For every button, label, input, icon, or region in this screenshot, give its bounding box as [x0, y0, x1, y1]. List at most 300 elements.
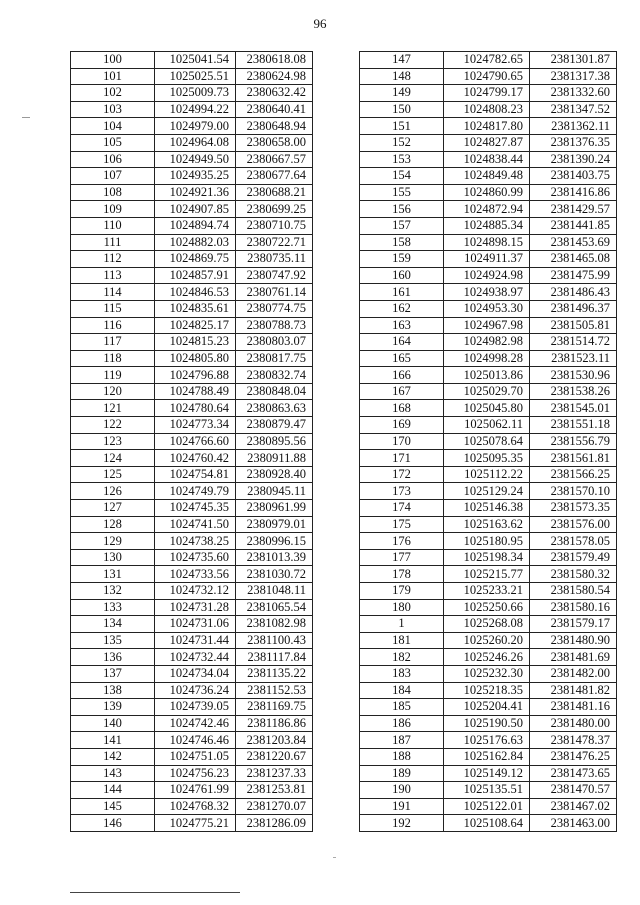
y-coordinate-cell: 2381580.54 — [530, 583, 617, 600]
x-coordinate-cell: 1024731.06 — [155, 616, 236, 633]
table-row — [71, 500, 313, 517]
point-number-cell: 148 — [360, 68, 444, 85]
point-number-cell: 141 — [71, 732, 155, 749]
coordinates-table-left-body — [71, 52, 313, 832]
point-number-cell: 138 — [71, 682, 155, 699]
x-coordinate-cell: 1025246.26 — [444, 649, 530, 666]
table-row — [360, 583, 617, 600]
table-row — [360, 400, 617, 417]
table-row — [71, 134, 313, 151]
x-coordinate-cell: 1024982.98 — [444, 334, 530, 351]
point-number-cell: 101 — [71, 68, 155, 85]
table-row — [71, 52, 313, 69]
table-row — [360, 466, 617, 483]
point-number-cell: 151 — [360, 118, 444, 135]
table-row — [71, 433, 313, 450]
y-coordinate-cell: 2381169.75 — [236, 699, 313, 716]
y-coordinate-cell: 2380979.01 — [236, 516, 313, 533]
y-coordinate-cell: 2380879.47 — [236, 417, 313, 434]
x-coordinate-cell: 1024825.17 — [155, 317, 236, 334]
y-coordinate-cell: 2381403.75 — [530, 168, 617, 185]
x-coordinate-cell: 1024872.94 — [444, 201, 530, 218]
y-coordinate-cell: 2381152.53 — [236, 682, 313, 699]
point-number-cell: 140 — [71, 715, 155, 732]
point-number-cell: 192 — [360, 815, 444, 832]
y-coordinate-cell: 2381523.11 — [530, 350, 617, 367]
x-coordinate-cell: 1024731.44 — [155, 632, 236, 649]
y-coordinate-cell: 2381576.00 — [530, 516, 617, 533]
margin-mark — [22, 117, 30, 118]
table-row — [360, 217, 617, 234]
x-coordinate-cell: 1025025.51 — [155, 68, 236, 85]
y-coordinate-cell: 2380735.11 — [236, 251, 313, 268]
y-coordinate-cell: 2381486.43 — [530, 284, 617, 301]
x-coordinate-cell: 1024921.36 — [155, 184, 236, 201]
table-row — [71, 699, 313, 716]
x-coordinate-cell: 1025062.11 — [444, 417, 530, 434]
y-coordinate-cell: 2381332.60 — [530, 85, 617, 102]
y-coordinate-cell: 2381270.07 — [236, 798, 313, 815]
y-coordinate-cell: 2381100.43 — [236, 632, 313, 649]
table-row — [71, 466, 313, 483]
table-row — [71, 599, 313, 616]
point-number-cell: 119 — [71, 367, 155, 384]
point-number-cell: 120 — [71, 383, 155, 400]
table-row — [360, 184, 617, 201]
x-coordinate-cell: 1024782.65 — [444, 52, 530, 69]
point-number-cell: 109 — [71, 201, 155, 218]
point-number-cell: 186 — [360, 715, 444, 732]
y-coordinate-cell: 2380788.73 — [236, 317, 313, 334]
x-coordinate-cell: 1025218.35 — [444, 682, 530, 699]
point-number-cell: 100 — [71, 52, 155, 69]
table-row — [360, 334, 617, 351]
table-row — [360, 367, 617, 384]
table-row — [360, 549, 617, 566]
table-row — [71, 367, 313, 384]
y-coordinate-cell: 2381030.72 — [236, 566, 313, 583]
y-coordinate-cell: 2380667.57 — [236, 151, 313, 168]
table-row — [71, 682, 313, 699]
point-number-cell: 189 — [360, 765, 444, 782]
y-coordinate-cell: 2380895.56 — [236, 433, 313, 450]
x-coordinate-cell: 1024835.61 — [155, 300, 236, 317]
table-row — [71, 417, 313, 434]
point-number-cell: 188 — [360, 748, 444, 765]
table-row — [71, 350, 313, 367]
point-number-cell: 179 — [360, 583, 444, 600]
table-row — [360, 201, 617, 218]
y-coordinate-cell: 2380648.94 — [236, 118, 313, 135]
x-coordinate-cell: 1025204.41 — [444, 699, 530, 716]
table-row — [71, 317, 313, 334]
table-row — [360, 715, 617, 732]
y-coordinate-cell: 2381416.86 — [530, 184, 617, 201]
table-row — [360, 284, 617, 301]
x-coordinate-cell: 1025190.50 — [444, 715, 530, 732]
table-row — [71, 184, 313, 201]
y-coordinate-cell: 2381482.00 — [530, 665, 617, 682]
y-coordinate-cell: 2381545.01 — [530, 400, 617, 417]
x-coordinate-cell: 1024768.32 — [155, 798, 236, 815]
x-coordinate-cell: 1024846.53 — [155, 284, 236, 301]
x-coordinate-cell: 1025108.64 — [444, 815, 530, 832]
table-row — [360, 483, 617, 500]
point-number-cell: 169 — [360, 417, 444, 434]
table-row — [360, 251, 617, 268]
table-row — [360, 317, 617, 334]
point-number-cell: 184 — [360, 682, 444, 699]
point-number-cell: 180 — [360, 599, 444, 616]
y-coordinate-cell: 2381481.82 — [530, 682, 617, 699]
table-row — [360, 516, 617, 533]
x-coordinate-cell: 1024907.85 — [155, 201, 236, 218]
x-coordinate-cell: 1024734.04 — [155, 665, 236, 682]
y-coordinate-cell: 2380658.00 — [236, 134, 313, 151]
x-coordinate-cell: 1025041.54 — [155, 52, 236, 69]
table-row — [71, 267, 313, 284]
x-coordinate-cell: 1024761.99 — [155, 782, 236, 799]
table-row — [71, 715, 313, 732]
table-row — [360, 632, 617, 649]
y-coordinate-cell: 2380848.04 — [236, 383, 313, 400]
x-coordinate-cell: 1024756.23 — [155, 765, 236, 782]
y-coordinate-cell: 2381048.11 — [236, 583, 313, 600]
y-coordinate-cell: 2380832.74 — [236, 367, 313, 384]
y-coordinate-cell: 2381203.84 — [236, 732, 313, 749]
y-coordinate-cell: 2381570.10 — [530, 483, 617, 500]
y-coordinate-cell: 2380817.75 — [236, 350, 313, 367]
point-number-cell: 107 — [71, 168, 155, 185]
table-row — [71, 632, 313, 649]
y-coordinate-cell: 2380803.07 — [236, 334, 313, 351]
y-coordinate-cell: 2380677.64 — [236, 168, 313, 185]
point-number-cell: 125 — [71, 466, 155, 483]
y-coordinate-cell: 2381117.84 — [236, 649, 313, 666]
point-number-cell: 162 — [360, 300, 444, 317]
table-row — [71, 450, 313, 467]
y-coordinate-cell: 2381505.81 — [530, 317, 617, 334]
table-row — [71, 533, 313, 550]
y-coordinate-cell: 2381530.96 — [530, 367, 617, 384]
table-row — [360, 300, 617, 317]
x-coordinate-cell: 1024979.00 — [155, 118, 236, 135]
table-row — [71, 516, 313, 533]
point-number-cell: 116 — [71, 317, 155, 334]
x-coordinate-cell: 1025232.30 — [444, 665, 530, 682]
point-number-cell: 147 — [360, 52, 444, 69]
y-coordinate-cell: 2380632.42 — [236, 85, 313, 102]
x-coordinate-cell: 1025149.12 — [444, 765, 530, 782]
table-row — [360, 417, 617, 434]
point-number-cell: 130 — [71, 549, 155, 566]
coordinates-table-right — [359, 51, 617, 832]
x-coordinate-cell: 1024796.88 — [155, 367, 236, 384]
point-number-cell: 123 — [71, 433, 155, 450]
table-row — [71, 400, 313, 417]
point-number-cell: 149 — [360, 85, 444, 102]
coordinates-table-right-body — [360, 52, 617, 832]
point-number-cell: 187 — [360, 732, 444, 749]
x-coordinate-cell: 1025135.51 — [444, 782, 530, 799]
table-row — [360, 450, 617, 467]
y-coordinate-cell: 2380863.63 — [236, 400, 313, 417]
x-coordinate-cell: 1024749.79 — [155, 483, 236, 500]
y-coordinate-cell: 2381496.37 — [530, 300, 617, 317]
x-coordinate-cell: 1024732.12 — [155, 583, 236, 600]
table-row — [71, 748, 313, 765]
table-row — [360, 732, 617, 749]
table-row — [71, 334, 313, 351]
table-row — [360, 68, 617, 85]
y-coordinate-cell: 2381480.90 — [530, 632, 617, 649]
y-coordinate-cell: 2380774.75 — [236, 300, 313, 317]
point-number-cell: 131 — [71, 566, 155, 583]
table-row — [71, 101, 313, 118]
x-coordinate-cell: 1025250.66 — [444, 599, 530, 616]
y-coordinate-cell: 2381573.35 — [530, 500, 617, 517]
y-coordinate-cell: 2381470.57 — [530, 782, 617, 799]
point-number-cell: 168 — [360, 400, 444, 417]
table-row — [360, 168, 617, 185]
point-number-cell: 121 — [71, 400, 155, 417]
point-number-cell: 176 — [360, 533, 444, 550]
x-coordinate-cell: 1024775.21 — [155, 815, 236, 832]
point-number-cell: 174 — [360, 500, 444, 517]
table-row — [360, 765, 617, 782]
point-number-cell: 126 — [71, 483, 155, 500]
table-row — [71, 383, 313, 400]
x-coordinate-cell: 1025198.34 — [444, 549, 530, 566]
x-coordinate-cell: 1025163.62 — [444, 516, 530, 533]
y-coordinate-cell: 2381286.09 — [236, 815, 313, 832]
point-number-cell: 167 — [360, 383, 444, 400]
table-row — [71, 201, 313, 218]
y-coordinate-cell: 2381514.72 — [530, 334, 617, 351]
x-coordinate-cell: 1025045.80 — [444, 400, 530, 417]
x-coordinate-cell: 1024815.23 — [155, 334, 236, 351]
table-row — [360, 383, 617, 400]
y-coordinate-cell: 2381580.16 — [530, 599, 617, 616]
table-row — [71, 68, 313, 85]
x-coordinate-cell: 1025129.24 — [444, 483, 530, 500]
point-number-cell: 177 — [360, 549, 444, 566]
table-row — [71, 300, 313, 317]
point-number-cell: 160 — [360, 267, 444, 284]
point-number-cell: 110 — [71, 217, 155, 234]
point-number-cell: 112 — [71, 251, 155, 268]
x-coordinate-cell: 1024805.80 — [155, 350, 236, 367]
table-row — [71, 251, 313, 268]
point-number-cell: 117 — [71, 334, 155, 351]
point-number-cell: 135 — [71, 632, 155, 649]
point-number-cell: 185 — [360, 699, 444, 716]
x-coordinate-cell: 1024857.91 — [155, 267, 236, 284]
point-number-cell: 106 — [71, 151, 155, 168]
x-coordinate-cell: 1024894.74 — [155, 217, 236, 234]
y-coordinate-cell: 2380710.75 — [236, 217, 313, 234]
point-number-cell: 144 — [71, 782, 155, 799]
y-coordinate-cell: 2381475.99 — [530, 267, 617, 284]
y-coordinate-cell: 2381476.25 — [530, 748, 617, 765]
point-number-cell: 134 — [71, 616, 155, 633]
table-row — [71, 566, 313, 583]
point-number-cell: 178 — [360, 566, 444, 583]
y-coordinate-cell: 2381463.00 — [530, 815, 617, 832]
point-number-cell: 145 — [71, 798, 155, 815]
x-coordinate-cell: 1024773.34 — [155, 417, 236, 434]
point-number-cell: 139 — [71, 699, 155, 716]
point-number-cell: 181 — [360, 632, 444, 649]
table-row — [360, 815, 617, 832]
x-coordinate-cell: 1024967.98 — [444, 317, 530, 334]
y-coordinate-cell: 2381453.69 — [530, 234, 617, 251]
table-row — [360, 85, 617, 102]
x-coordinate-cell: 1025162.84 — [444, 748, 530, 765]
x-coordinate-cell: 1024745.35 — [155, 500, 236, 517]
point-number-cell: 159 — [360, 251, 444, 268]
x-coordinate-cell: 1024882.03 — [155, 234, 236, 251]
y-coordinate-cell: 2381467.02 — [530, 798, 617, 815]
table-row — [71, 168, 313, 185]
point-number-cell: 175 — [360, 516, 444, 533]
x-coordinate-cell: 1024885.34 — [444, 217, 530, 234]
y-coordinate-cell: 2381480.00 — [530, 715, 617, 732]
x-coordinate-cell: 1024827.87 — [444, 134, 530, 151]
y-coordinate-cell: 2380624.98 — [236, 68, 313, 85]
point-number-cell: 137 — [71, 665, 155, 682]
point-number-cell: 163 — [360, 317, 444, 334]
point-number-cell: 136 — [71, 649, 155, 666]
x-coordinate-cell: 1025122.01 — [444, 798, 530, 815]
table-row — [71, 765, 313, 782]
point-number-cell: 118 — [71, 350, 155, 367]
x-coordinate-cell: 1024860.99 — [444, 184, 530, 201]
point-number-cell: 103 — [71, 101, 155, 118]
x-coordinate-cell: 1024869.75 — [155, 251, 236, 268]
point-number-cell: 165 — [360, 350, 444, 367]
point-number-cell: 105 — [71, 134, 155, 151]
table-row — [71, 732, 313, 749]
x-coordinate-cell: 1025029.70 — [444, 383, 530, 400]
x-coordinate-cell: 1025176.63 — [444, 732, 530, 749]
x-coordinate-cell: 1024754.81 — [155, 466, 236, 483]
x-coordinate-cell: 1024738.25 — [155, 533, 236, 550]
x-coordinate-cell: 1024817.80 — [444, 118, 530, 135]
x-coordinate-cell: 1025215.77 — [444, 566, 530, 583]
x-coordinate-cell: 1024808.23 — [444, 101, 530, 118]
y-coordinate-cell: 2380945.11 — [236, 483, 313, 500]
x-coordinate-cell: 1024964.08 — [155, 134, 236, 151]
bottom-mark — [333, 857, 336, 858]
x-coordinate-cell: 1025013.86 — [444, 367, 530, 384]
x-coordinate-cell: 1024746.46 — [155, 732, 236, 749]
x-coordinate-cell: 1024849.48 — [444, 168, 530, 185]
point-number-cell: 146 — [71, 815, 155, 832]
point-number-cell: 122 — [71, 417, 155, 434]
table-row — [360, 134, 617, 151]
x-coordinate-cell: 1024735.60 — [155, 549, 236, 566]
x-coordinate-cell: 1024736.24 — [155, 682, 236, 699]
point-number-cell: 124 — [71, 450, 155, 467]
x-coordinate-cell: 1024732.44 — [155, 649, 236, 666]
table-row — [360, 151, 617, 168]
x-coordinate-cell: 1024741.50 — [155, 516, 236, 533]
y-coordinate-cell: 2380747.92 — [236, 267, 313, 284]
table-row — [360, 118, 617, 135]
y-coordinate-cell: 2381237.33 — [236, 765, 313, 782]
point-number-cell: 1 — [360, 616, 444, 633]
x-coordinate-cell: 1024742.46 — [155, 715, 236, 732]
point-number-cell: 128 — [71, 516, 155, 533]
y-coordinate-cell: 2381481.69 — [530, 649, 617, 666]
y-coordinate-cell: 2381566.25 — [530, 466, 617, 483]
table-row — [71, 217, 313, 234]
x-coordinate-cell: 1024751.05 — [155, 748, 236, 765]
y-coordinate-cell: 2380996.15 — [236, 533, 313, 550]
x-coordinate-cell: 1024924.98 — [444, 267, 530, 284]
y-coordinate-cell: 2381561.81 — [530, 450, 617, 467]
x-coordinate-cell: 1024733.56 — [155, 566, 236, 583]
table-row — [360, 433, 617, 450]
table-row — [71, 616, 313, 633]
x-coordinate-cell: 1024760.42 — [155, 450, 236, 467]
y-coordinate-cell: 2381362.11 — [530, 118, 617, 135]
point-number-cell: 154 — [360, 168, 444, 185]
table-row — [360, 798, 617, 815]
table-row — [71, 549, 313, 566]
point-number-cell: 127 — [71, 500, 155, 517]
table-row — [71, 782, 313, 799]
x-coordinate-cell: 1024780.64 — [155, 400, 236, 417]
table-row — [71, 798, 313, 815]
point-number-cell: 173 — [360, 483, 444, 500]
y-coordinate-cell: 2381579.17 — [530, 616, 617, 633]
table-row — [360, 682, 617, 699]
y-coordinate-cell: 2380699.25 — [236, 201, 313, 218]
x-coordinate-cell: 1024998.28 — [444, 350, 530, 367]
x-coordinate-cell: 1024788.49 — [155, 383, 236, 400]
table-row — [71, 665, 313, 682]
table-row — [71, 234, 313, 251]
y-coordinate-cell: 2381135.22 — [236, 665, 313, 682]
table-row — [360, 52, 617, 69]
y-coordinate-cell: 2381301.87 — [530, 52, 617, 69]
point-number-cell: 143 — [71, 765, 155, 782]
table-row — [360, 533, 617, 550]
table-row — [360, 748, 617, 765]
point-number-cell: 142 — [71, 748, 155, 765]
y-coordinate-cell: 2380722.71 — [236, 234, 313, 251]
y-coordinate-cell: 2380761.14 — [236, 284, 313, 301]
y-coordinate-cell: 2380911.88 — [236, 450, 313, 467]
page-number: 96 — [313, 16, 327, 31]
x-coordinate-cell: 1025146.38 — [444, 500, 530, 517]
table-row — [71, 649, 313, 666]
point-number-cell: 171 — [360, 450, 444, 467]
y-coordinate-cell: 2381253.81 — [236, 782, 313, 799]
y-coordinate-cell: 2380928.40 — [236, 466, 313, 483]
point-number-cell: 164 — [360, 334, 444, 351]
table-row — [71, 583, 313, 600]
table-row — [360, 350, 617, 367]
x-coordinate-cell: 1025078.64 — [444, 433, 530, 450]
table-row — [360, 566, 617, 583]
point-number-cell: 155 — [360, 184, 444, 201]
point-number-cell: 170 — [360, 433, 444, 450]
table-row — [360, 699, 617, 716]
x-coordinate-cell: 1024799.17 — [444, 85, 530, 102]
